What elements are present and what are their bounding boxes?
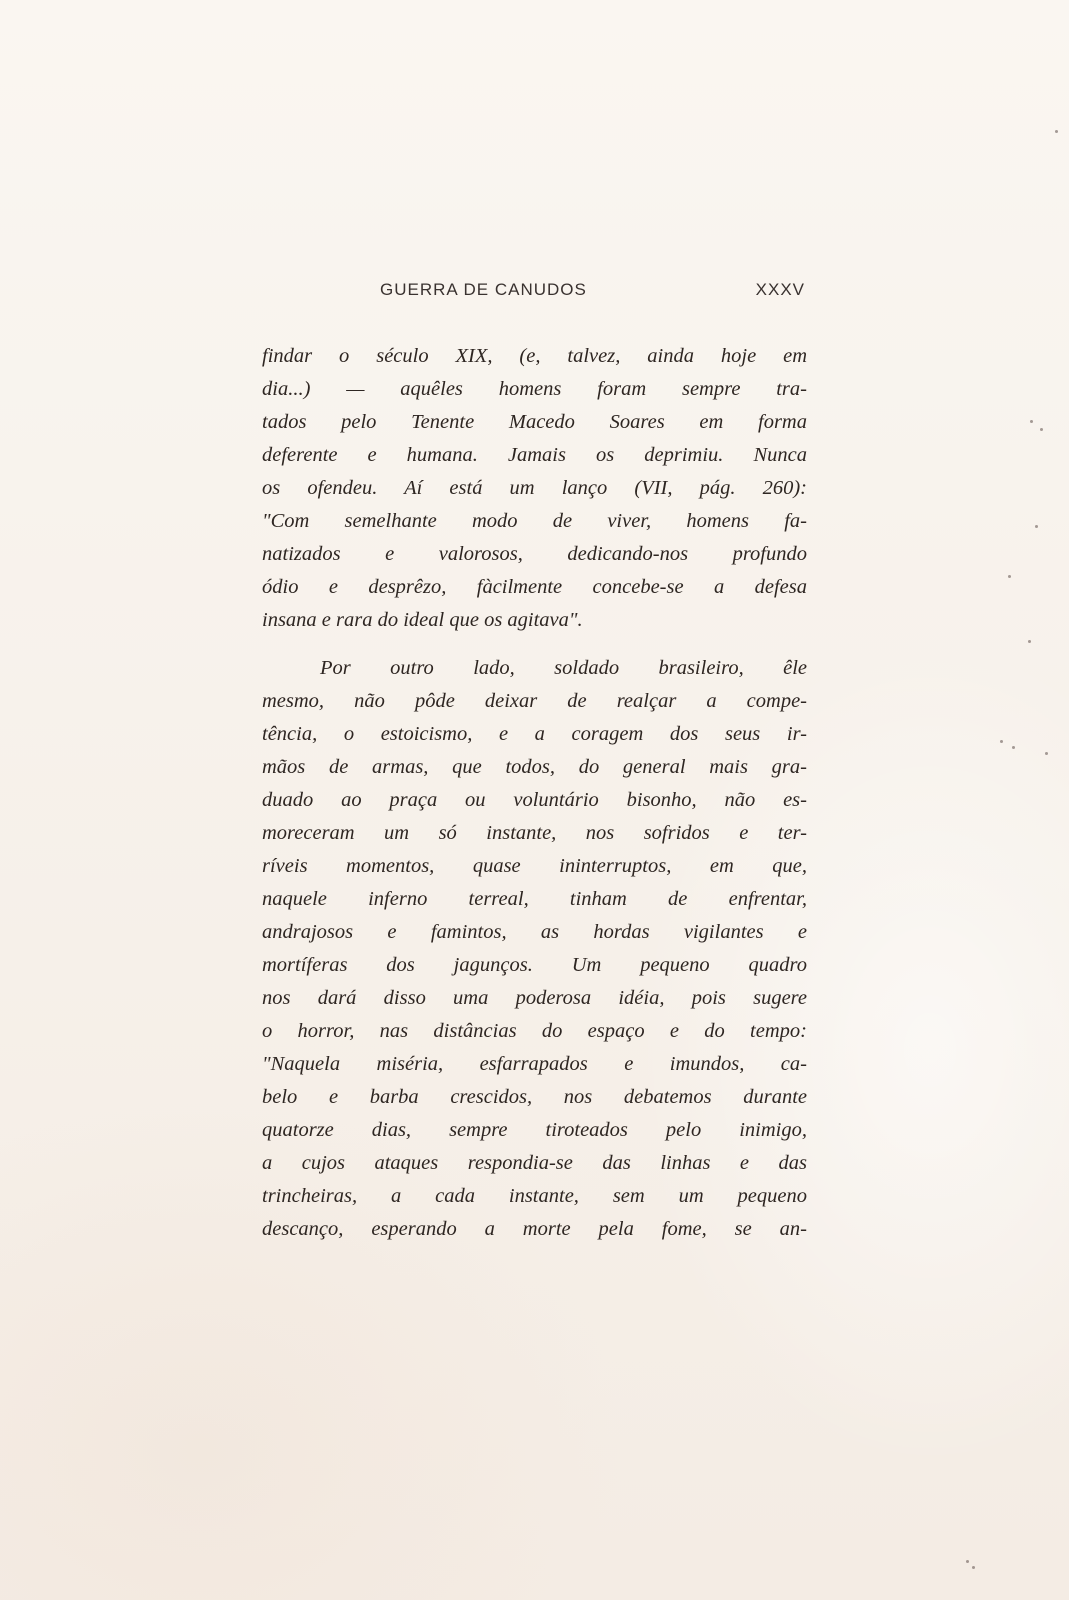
paper-speck	[1028, 640, 1031, 643]
text-line: ódio e desprêzo, fàcilmente concebe-se a defesa	[262, 576, 807, 598]
text-line: "Com semelhante modo de viver, homens fa-	[262, 510, 807, 532]
paper-speck	[1040, 428, 1043, 431]
text-line: o horror, nas distâncias do espaço e do tempo:	[262, 1020, 807, 1042]
body-text	[262, 340, 807, 1246]
running-title: GUERRA DE CANUDOS	[380, 280, 587, 299]
text-line: quatorze dias, sempre tiroteados pelo inimigo,	[262, 1119, 807, 1141]
text-line: tência, o estoicismo, e a coragem dos seus ir-	[262, 723, 807, 745]
running-head	[380, 280, 805, 304]
paper-speck	[972, 1566, 975, 1569]
text-line: andrajosos e famintos, as hordas vigilantes e	[262, 921, 807, 943]
paper-speck	[1035, 525, 1038, 528]
page-number: XXXV	[755, 280, 805, 299]
text-line: insana e rara do ideal que os agitava".	[262, 609, 583, 631]
paragraph-2	[262, 652, 807, 1246]
text-line: moreceram um só instante, nos sofridos e ter-	[262, 822, 807, 844]
text-line: trincheiras, a cada instante, sem um pequeno	[262, 1185, 807, 1207]
text-line: natizados e valorosos, dedicando-nos profundo	[262, 543, 807, 565]
text-line: tados pelo Tenente Macedo Soares em forma	[262, 411, 807, 433]
paper-speck	[1030, 420, 1033, 423]
text-line: Por outro lado, soldado brasileiro, êle	[320, 657, 807, 679]
text-line: a cujos ataques respondia-se das linhas e das	[262, 1152, 807, 1174]
text-line: duado ao praça ou voluntário bisonho, não es-	[262, 789, 807, 811]
text-line: os ofendeu. Aí está um lanço (VII, pág. 260):	[262, 477, 807, 499]
paragraph-gap	[262, 637, 807, 652]
text-line: mesmo, não pôde deixar de realçar a compe-	[262, 690, 807, 712]
text-line: findar o século XIX, (e, talvez, ainda hoje em	[262, 345, 807, 367]
text-line: belo e barba crescidos, nos debatemos durante	[262, 1086, 807, 1108]
paper-speck	[1008, 575, 1011, 578]
paper-speck	[966, 1560, 969, 1563]
text-line: nos dará disso uma poderosa idéia, pois sugere	[262, 987, 807, 1009]
text-line: mãos de armas, que todos, do general mais gra-	[262, 756, 807, 778]
paragraph-1	[262, 340, 807, 637]
text-line: "Naquela miséria, esfarrapados e imundos, ca-	[262, 1053, 807, 1075]
text-line: deferente e humana. Jamais os deprimiu. Nunca	[262, 444, 807, 466]
text-line: ríveis momentos, quase ininterruptos, em que,	[262, 855, 807, 877]
paper-speck	[1045, 752, 1048, 755]
text-line: descanço, esperando a morte pela fome, se an-	[262, 1218, 807, 1240]
paper-speck	[1012, 746, 1015, 749]
text-line: mortíferas dos jagunços. Um pequeno quadro	[262, 954, 807, 976]
text-line: naquele inferno terreal, tinham de enfrentar,	[262, 888, 807, 910]
paper-speck	[1055, 130, 1058, 133]
paper-speck	[1000, 740, 1003, 743]
text-line: dia...) — aquêles homens foram sempre tra-	[262, 378, 807, 400]
